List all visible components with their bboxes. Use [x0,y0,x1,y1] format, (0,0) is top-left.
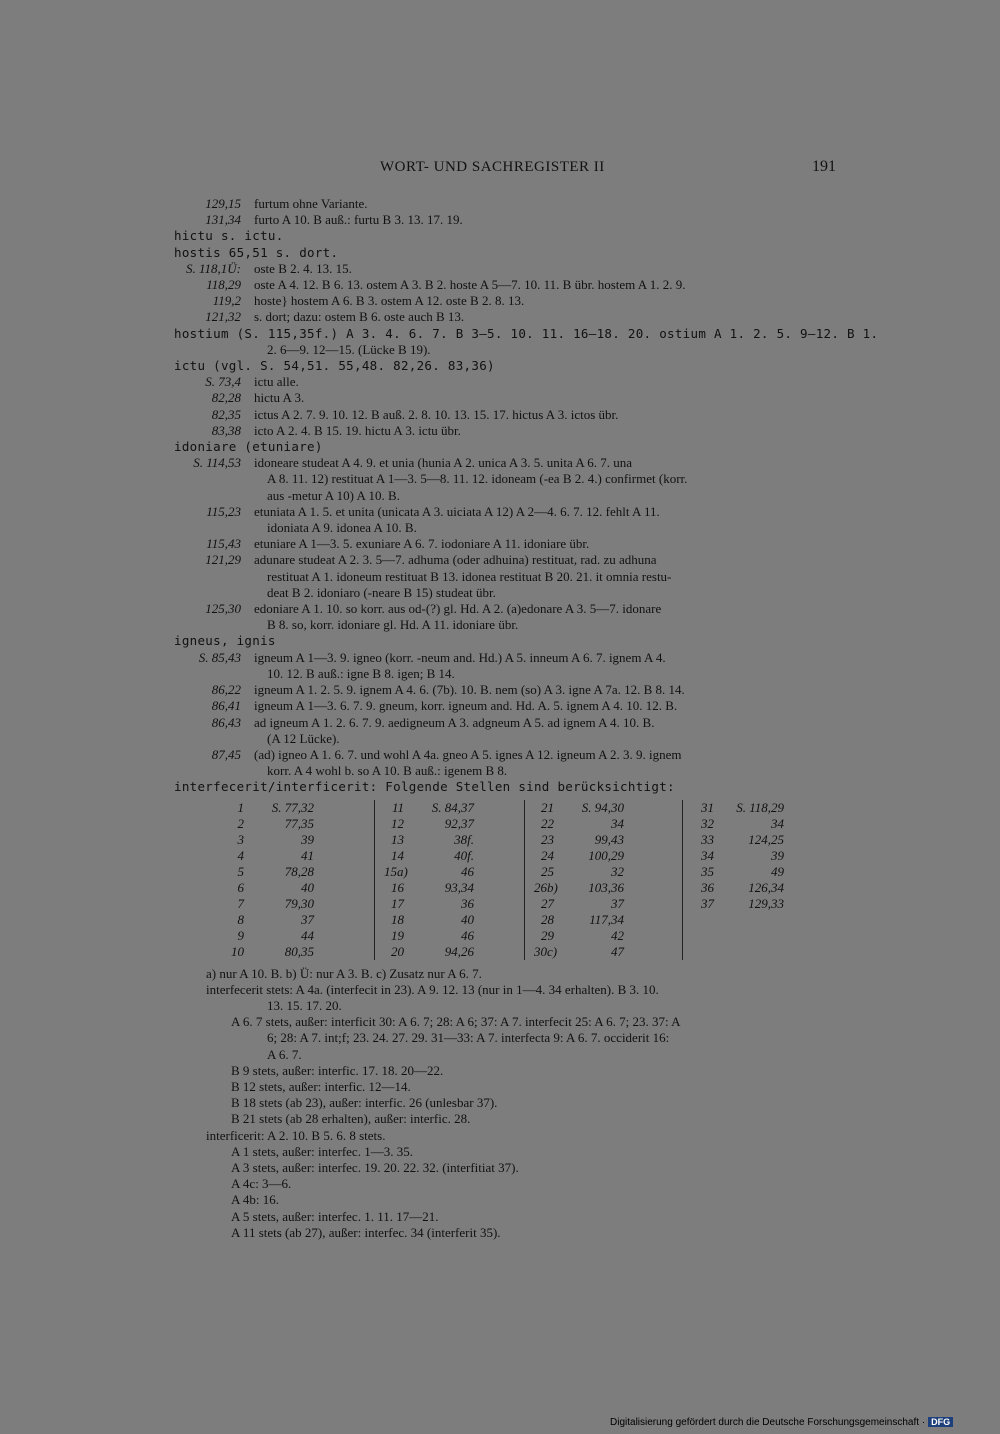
note-line: B 21 stets (ab 28 erhalten), außer: interfic. 28. [231,1111,471,1127]
row-number: 5 [237,863,244,879]
dfg-logo: DFG [928,1417,953,1427]
table-row [534,944,624,960]
register-line [174,536,838,552]
row-number: 20 [391,943,404,959]
line-reference: S. 114,53 [193,455,241,471]
continuation-line: B 8. so, korr. idoniare gl. Hd. A 11. idoniare übr. [267,617,519,633]
register-line [174,277,838,293]
note-line: A 5 stets, außer: interfec. 1. 11. 17—21. [231,1208,439,1224]
row-location: 129,33 [748,895,784,911]
line-reference: 87,45 [211,746,241,762]
row-number: 15a) [384,863,408,879]
note-line: interficerit: A 2. 10. B 5. 6. 8 stets. [206,1127,386,1143]
table-row [694,800,784,816]
line-text: s. dort; dazu: ostem B 6. oste auch B 13. [254,309,465,325]
row-location: S. 77,32 [271,799,314,815]
line-reference: 86,41 [211,698,241,714]
row-location: 40f. [454,847,474,863]
row-location: 42 [611,927,624,943]
row-location: S. 94,30 [581,799,624,815]
table-row [384,880,474,896]
register-line [174,309,838,325]
note-line: A 11 stets (ab 27), außer: interfec. 34 (interferit 35). [231,1224,501,1240]
row-number: 17 [391,895,404,911]
row-number: 29 [541,927,554,943]
note-line: A 4b: 16. [231,1192,280,1208]
note-line: B 12 stets, außer: interfic. 12—14. [231,1078,411,1094]
table-row [384,800,474,816]
table-row [694,848,784,864]
row-number: 28 [541,911,554,927]
row-location: 126,34 [748,879,784,895]
table-row [224,864,314,880]
note-line: A 6. 7 stets, außer: interficit 30: A 6. 7; 28: A 6; 37: A 7. interfecit 25: A 6. 7; 23. 37: A [231,1014,681,1030]
row-location: 99,43 [594,831,624,847]
row-number: 25 [541,863,554,879]
row-location: 94,26 [444,943,474,959]
table-row [534,816,624,832]
table-divider [524,800,525,960]
line-text: furto A 10. B auß.: furtu B 3. 13. 17. 19. [254,212,463,228]
table-row [694,864,784,880]
table-divider [682,800,683,960]
table-row [534,928,624,944]
continuation-line: korr. A 4 wohl b. so A 10. B auß.: igenem B 8. [267,763,508,779]
line-text: igneum A 1. 2. 5. 9. ignem A 4. 6. (7b). 10. B. nem (so) A 3. igne A 7a. 12. B 8. 14. [254,682,685,698]
table-row [384,944,474,960]
table-row [224,928,314,944]
table-row [224,848,314,864]
register-line [174,601,838,617]
row-location: 39 [771,847,784,863]
line-text: oste A 4. 12. B 6. 13. ostem A 3. B 2. hoste A 5—7. 10. 11. B übr. hostem A 1. 2. 9. [254,277,686,293]
continuation-line: deat B 2. idoniaro (-neare B 15) studeat übr. [267,584,496,600]
register-line [174,196,838,212]
row-number: 31 [701,799,714,815]
line-text: ictus A 2. 7. 9. 10. 12. B auß. 2. 8. 10. 13. 15. 17. hictus A 3. ictos übr. [254,406,619,422]
continuation-line: A 8. 11. 12) restituat A 1—3. 5—8. 11. 12. idoneam (-ea B 2. 4.) confirmet (korr. [267,471,688,487]
table-row [384,896,474,912]
table-row [224,816,314,832]
line-text: adunare studeat A 2. 3. 5—7. adhuma (oder adhuina) restituat, rad. zu adhuna [254,552,657,568]
headword-line: igneus, ignis [174,633,276,649]
row-number: 3 [237,831,244,847]
row-location: 39 [301,831,314,847]
register-line [174,682,838,698]
line-reference: S. 118,1Ü: [185,260,241,276]
row-location: 38f. [454,831,474,847]
row-location: 34 [611,815,624,831]
row-number: 19 [391,927,404,943]
row-number: 11 [391,799,404,815]
line-text: ad igneum A 1. 2. 6. 7. 9. aedigneum A 3. adgneum A 5. ad ignem A 4. 10. B. [254,714,655,730]
row-location: 93,34 [444,879,474,895]
continuation-line: restituat A 1. idoneum restituat B 13. idonea restituat B 20. 21. it omnia restu- [267,568,672,584]
line-text: edoniare A 1. 10. so korr. aus od-(?) gl. Hd. A 2. (a)edonare A 3. 5—7. idonare [254,601,662,617]
row-location: S. 118,29 [736,799,784,815]
table-row [384,832,474,848]
row-location: 77,35 [284,815,314,831]
note-line: interfecerit stets: A 4a. (interfecit in 23). A 9. 12. 13 (nur in 1—4. 34 erhalten). B 3. 10. [206,981,659,997]
line-reference: 86,43 [211,714,241,730]
register-line [174,407,838,423]
table-row [384,864,474,880]
line-reference: 86,22 [211,682,241,698]
note-line: 13. 15. 17. 20. [267,997,342,1013]
row-location: 46 [461,863,474,879]
continuation-line: 2. 6—9. 12—15. (Lücke B 19). [267,341,431,357]
row-number: 13 [391,831,404,847]
running-title: WORT- UND SACHREGISTER II [380,159,605,175]
line-text: hoste} hostem A 6. B 3. ostem A 12. oste B 2. 8. 13. [254,293,525,309]
table-row [534,912,624,928]
row-location: 37 [301,911,314,927]
table-divider [374,800,375,960]
page-number: 191 [812,158,836,175]
table-row [384,912,474,928]
row-location: 40 [461,911,474,927]
row-location: 44 [301,927,314,943]
line-text: etuniata A 1. 5. et unita (unicata A 3. uiciata A 12) A 2—4. 6. 7. 12. fehlt A 11. [254,503,660,519]
line-reference: 129,15 [205,196,241,211]
table-row [224,832,314,848]
register-line [174,747,838,763]
table-column [224,800,314,960]
row-location: 41 [301,847,314,863]
row-number: 33 [701,831,714,847]
row-number: 24 [541,847,554,863]
headword-line: interfecerit/interficerit: Folgende Stellen sind berücksichtigt: [174,779,675,795]
table-row [694,896,784,912]
row-location: 103,36 [588,879,624,895]
continuation-line: 10. 12. B auß.: igne B 8. igen; B 14. [267,665,455,681]
line-reference: 121,29 [205,552,241,568]
table-row [534,832,624,848]
reference-table [224,800,824,960]
register-line [174,212,838,228]
note-line: A 3 stets, außer: interfec. 19. 20. 22. 32. (interfitiat 37). [231,1159,519,1175]
line-text: igneum A 1—3. 6. 7. 9. gneum, korr. igneum and. Hd. A. 5. ignem A 4. 10. 12. B. [254,698,678,714]
line-reference: 119,2 [212,293,241,309]
note-line: A 6. 7. [267,1046,302,1062]
table-row [384,848,474,864]
line-reference: 83,38 [211,422,241,438]
table-row [694,816,784,832]
table-row [534,864,624,880]
line-reference: 115,23 [206,503,241,519]
headword-line: idoniare (etuniare) [174,439,323,455]
row-location: 47 [611,943,624,959]
row-number: 14 [391,847,404,863]
row-number: 26b) [534,879,558,895]
row-location: 40 [301,879,314,895]
continuation-line: (A 12 Lücke). [267,730,340,746]
line-reference: 118,29 [206,277,241,293]
row-number: 37 [701,895,714,911]
headword-line: hictu s. ictu. [174,228,284,244]
line-text: igneum A 1—3. 9. igneo (korr. -neum and. Hd.) A 5. inneum A 6. 7. ignem A 4. [254,649,666,665]
register-line [174,552,838,568]
funding-footer [610,1417,953,1428]
table-row [534,896,624,912]
register-line [174,455,838,471]
headword-line: ictu (vgl. S. 54,51. 55,48. 82,26. 83,36) [174,358,495,374]
line-reference: 115,43 [206,536,241,552]
row-location: 92,37 [444,815,474,831]
row-number: 23 [541,831,554,847]
row-number: 10 [231,943,244,959]
line-text: etuniare A 1—3. 5. exuniare A 6. 7. iodoniare A 11. idoniare übr. [254,536,590,552]
row-location: 117,34 [589,911,624,927]
line-reference: 82,35 [211,406,241,422]
row-number: 8 [237,911,244,927]
note-line: B 18 stets (ab 23), außer: interfic. 26 (unlesbar 37). [231,1095,498,1111]
register-line [174,698,838,714]
row-number: 27 [541,895,554,911]
table-row [384,928,474,944]
register-line [174,650,838,666]
line-reference: 121,32 [205,309,241,325]
line-text: oste B 2. 4. 13. 15. [254,260,352,276]
row-location: 124,25 [748,831,784,847]
table-column [534,800,624,960]
table-row [534,800,624,816]
line-reference: S. 73,4 [205,374,241,390]
line-reference: 131,34 [205,212,241,228]
row-number: 21 [541,799,554,815]
register-line [174,504,838,520]
table-row [224,800,314,816]
row-number: 16 [391,879,404,895]
table-row [224,896,314,912]
line-text: furtum ohne Variante. [254,196,368,211]
row-number: 36 [701,879,714,895]
note-line: A 1 stets, außer: interfec. 1—3. 35. [231,1143,413,1159]
row-location: 34 [771,815,784,831]
table-row [534,848,624,864]
line-text: hictu A 3. [254,390,305,406]
row-number: 35 [701,863,714,879]
row-location: S. 84,37 [431,799,474,815]
table-row [534,880,624,896]
table-row [384,816,474,832]
row-number: 4 [237,847,244,863]
continuation-line: aus -metur A 10) A 10. B. [267,487,400,503]
row-location: 49 [771,863,784,879]
note-line: A 4c: 3—6. [231,1176,292,1192]
row-number: 32 [701,815,714,831]
headword-line: hostium (S. 115,35f.) A 3. 4. 6. 7. B 3—5. 10. 11. 16—18. 20. ostium A 1. 2. 5. 9—12. B 1. [174,325,879,341]
row-location: 79,30 [284,895,314,911]
footer-text: Digitalisierung gefördert durch die Deutsche Forschungsgemeinschaft · [610,1417,926,1428]
row-number: 18 [391,911,404,927]
row-location: 78,28 [284,863,314,879]
line-reference: S. 85,43 [198,649,241,665]
table-row [224,944,314,960]
row-location: 80,35 [284,943,314,959]
line-text: icto A 2. 4. B 15. 19. hictu A 3. ictu übr. [254,422,461,438]
register-line [174,423,838,439]
register-line [174,374,838,390]
row-number: 1 [237,799,244,815]
line-reference: 125,30 [205,601,241,617]
row-location: 36 [461,895,474,911]
table-row [694,832,784,848]
table-row [694,880,784,896]
register-line [174,715,838,731]
note-line: 6; 28: A 7. int;f; 23. 24. 27. 29. 31—33: A 7. interfecta 9: A 6. 7. occiderit 16: [267,1030,670,1046]
row-location: 100,29 [588,847,624,863]
register-body [174,196,879,1241]
table-row [224,880,314,896]
row-number: 7 [237,895,244,911]
note-line: B 9 stets, außer: interfic. 17. 18. 20—22. [231,1062,444,1078]
row-number: 9 [237,927,244,943]
line-reference: 82,28 [211,390,241,406]
row-location: 32 [611,863,624,879]
row-number: 2 [237,815,244,831]
register-line [174,293,838,309]
row-number: 34 [701,847,714,863]
continuation-line: idoniata A 9. idonea A 10. B. [267,520,417,536]
row-number: 6 [237,879,244,895]
register-line [174,390,838,406]
headword-line: hostis 65,51 s. dort. [174,244,339,260]
row-location: 46 [461,927,474,943]
note-line: a) nur A 10. B. b) Ü: nur A 3. B. c) Zusatz nur A 6. 7. [206,965,482,981]
line-text: idoneare studeat A 4. 9. et unia (hunia A 2. unica A 3. 5. unita A 6. 7. una [254,455,633,471]
row-number: 30c) [534,943,558,959]
row-number: 22 [541,815,554,831]
table-column [694,800,784,912]
line-text: ictu alle. [254,374,299,390]
register-line [174,261,838,277]
table-row [224,912,314,928]
line-text: (ad) igneo A 1. 6. 7. und wohl A 4a. gneo A 5. ignes A 12. igneum A 2. 3. 9. ignem [254,746,682,762]
row-number: 12 [391,815,404,831]
row-location: 37 [611,895,624,911]
table-column [384,800,474,960]
